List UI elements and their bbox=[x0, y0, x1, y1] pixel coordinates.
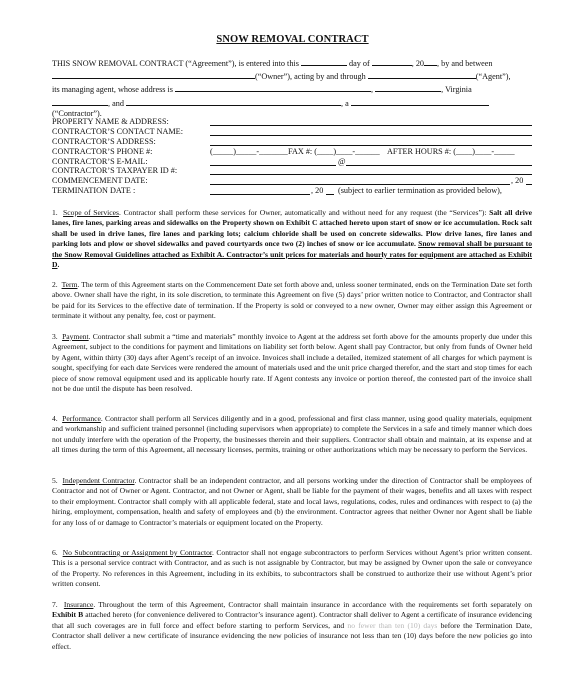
termination-note: (subject to earlier termination as provided below), bbox=[338, 186, 502, 196]
taxpayer-line[interactable] bbox=[210, 174, 532, 175]
section-payment bbox=[52, 332, 532, 394]
section-heading: Performance bbox=[62, 414, 101, 423]
section-number: 1. bbox=[52, 208, 58, 217]
section-bold-text: Salt all drive lanes, fire lanes, parking areas and sidewalks on the Property shown on Exhibit C attached hereto upon start of snow or ice accumulation. Rock salt shall be used in drive lanes, fire lanes and parking lots; calcium chloride shall be used on concrete sidewalks. Plow drive lanes, fire lanes and parking lots and plow or shovel sidewalks and paved courtyards once two (2) inches of snow or ice accumulate. bbox=[52, 208, 533, 249]
section-text: . bbox=[57, 260, 60, 270]
intro-text: (“Contractor”). bbox=[52, 108, 102, 118]
intro-row-1 bbox=[52, 57, 532, 70]
property-line[interactable] bbox=[210, 125, 532, 126]
after-hours-blank[interactable]: AFTER HOURS #: (____)____-_____ bbox=[387, 146, 515, 156]
field-label: CONTRACTOR’S E-MAIL: bbox=[52, 156, 148, 166]
section-heading: Independent Contractor bbox=[62, 476, 135, 485]
email-user-line[interactable] bbox=[210, 165, 336, 166]
section-number: 6. bbox=[52, 548, 58, 557]
intro-text: (“Owner”), acting by and through bbox=[255, 72, 366, 82]
section-no-subcontracting bbox=[52, 548, 532, 590]
intro-text: , and bbox=[108, 98, 124, 108]
zip-blank bbox=[52, 97, 108, 106]
intro-text: THIS SNOW REMOVAL CONTRACT (“Agreement”), is entered into this bbox=[52, 59, 299, 68]
termination-year: , 20 bbox=[311, 186, 324, 196]
section-heading: No Subcontracting or Assignment by Contractor bbox=[62, 548, 212, 557]
email-domain-line[interactable] bbox=[346, 165, 532, 166]
contact-name-line[interactable] bbox=[210, 135, 532, 136]
field-address bbox=[52, 137, 532, 147]
section-text: . The term of this Agreement starts on the Commencement Date set forth above and, unless sooner terminated, ends on the Termination Date set forth above. Owner shall have the right, in its sole discretion, to terminate this Agreement on five (5) days’ prior written notice to Contractor, and Contractor shall be paid for its Services to the effective date of termination. If the Property is sold or conveyed to a new owner, Owner may either assign this Agreement or terminate it without any penalty, fee, cost or payment. bbox=[52, 280, 533, 321]
address-line[interactable] bbox=[210, 145, 532, 146]
commencement-year-line[interactable] bbox=[526, 184, 532, 185]
field-phone bbox=[52, 147, 532, 157]
intro-row-4 bbox=[52, 97, 532, 110]
section-text: . Throughout the term of this Agreement, Contractor shall maintain insurance in accordance with the requirements set forth separately on bbox=[93, 600, 532, 609]
intro-text: , Virginia bbox=[441, 85, 472, 95]
commencement-year: , 20 bbox=[511, 176, 524, 186]
agent-blank bbox=[368, 70, 476, 79]
field-taxpayer-id bbox=[52, 166, 532, 176]
intro-text: , bbox=[371, 85, 374, 95]
field-property bbox=[52, 117, 532, 127]
section-heading: Term bbox=[61, 280, 78, 289]
intro-text: , by and between bbox=[437, 59, 493, 68]
section-bold-underlined-text: Snow removal shall be pursuant to the Snow Removal Guidelines attached as Exhibit A. Contractor’s unit prices for materials and hourly rates for equipment are attached as Exhibit D bbox=[52, 239, 532, 270]
intro-text: its managing agent, whose address is bbox=[52, 85, 173, 95]
section-text: . Contractor shall not engage subcontractors to perform Services without Agent’s prior written consent. This is a personal service contract with Contractor, and as such is not assignable by Contractor, but may be assigned by Owner upon the sale or conveyance of the Property. No references in this Agreement, including in its exhibits, to subcontractors shall be construed to authorize their use without Agent’s prior written consent. bbox=[52, 548, 532, 589]
section-heading: Insurance bbox=[63, 600, 94, 609]
field-commencement bbox=[52, 176, 532, 186]
fax-blank[interactable]: FAX #: (____)____-______ bbox=[288, 146, 380, 156]
document-title: SNOW REMOVAL CONTRACT bbox=[216, 34, 369, 45]
section-term bbox=[52, 280, 532, 322]
field-email bbox=[52, 157, 532, 167]
intro-text: , a bbox=[340, 98, 349, 108]
intro-block bbox=[52, 57, 532, 120]
termination-year-line[interactable] bbox=[326, 194, 334, 195]
section-text: . Contractor shall submit a “time and materials” monthly invoice to Agent at the address set forth above for the amounts properly due under this Agreement, subject to the conditions for payment and limitations on liability set forth below. Agent shall pay Contractor, but only from funds of Owner held by Agent, within thirty (30) days after Agent’s receipt of an invoice. Invoices shall include a detailed, itemized statement of all charges for which payment is sought, specifying for each date Services were rendered the amount of materials used and the unit price charged therefor, and the start and stop times for each piece of snow removal equipment used and its applicable hourly rate. If Agent contests any invoice or portion thereof, the contested part of the invoice shall not be due until the dispute has been resolved. bbox=[52, 332, 533, 394]
section-scope-of-services bbox=[52, 208, 532, 270]
section-bold-text: Exhibit B bbox=[52, 610, 84, 620]
section-insurance bbox=[52, 600, 532, 652]
section-independent-contractor bbox=[52, 476, 532, 528]
owner-blank bbox=[52, 70, 255, 79]
month-blank bbox=[372, 57, 412, 66]
section-number: 5. bbox=[52, 476, 58, 485]
section-text: before the Termination Date, Contractor shall deliver a new certificate of insurance evidencing the new policies of insurance not less than ten (10) days before the new policies go into effect. bbox=[52, 620, 533, 651]
field-label: CONTRACTOR’S ADDRESS: bbox=[52, 136, 156, 146]
field-label: TERMINATION DATE : bbox=[52, 186, 136, 196]
section-text: . Contractor shall perform all Services diligently and in a good, professional and first class manner, using good quality materials, equipment and workmanship and sufficient trained personnel (including supervisors when appropriate) to complete the Services in a safe and timely manner which does not unduly interfere with the operation of the Property, the businesses therein and their suppliers. Contractor shall obtain and maintain, at its expense and at all times during the term of this Agreement, all necessary licenses, permits, training or other authorizations which may be necessary to perform the Services. bbox=[52, 414, 532, 455]
field-label: CONTRACTOR’S TAXPAYER ID #: bbox=[52, 166, 178, 176]
contractor-blank bbox=[126, 97, 341, 106]
info-fields bbox=[52, 117, 532, 196]
intro-text: (“Agent”), bbox=[475, 72, 511, 82]
section-faint-text: no fewer than ten (10) days bbox=[347, 620, 438, 630]
agent-address-blank bbox=[175, 83, 374, 95]
field-termination bbox=[52, 186, 532, 196]
commencement-line[interactable] bbox=[210, 184, 510, 185]
section-text: attached hereto (for convenience delivered to Contractor’s insurance agent). Contractor shall deliver to Agent a certificate of insurance evidencing that all such coverages are in full force and effect before starting to perform Services, and bbox=[52, 610, 532, 630]
field-label: CONTRACTOR’S PHONE #: bbox=[52, 146, 153, 156]
section-number: 4. bbox=[52, 414, 58, 423]
section-heading: Scope of Services bbox=[63, 208, 119, 217]
phone-blank[interactable]: (_____)_____-_______ bbox=[210, 146, 288, 156]
entity-type-blank bbox=[351, 97, 489, 106]
intro-row-2 bbox=[52, 70, 532, 83]
section-number: 3. bbox=[52, 332, 58, 341]
field-label: COMMENCEMENT DATE: bbox=[52, 176, 148, 186]
field-label: PROPERTY NAME & ADDRESS: bbox=[52, 117, 169, 126]
intro-row-3 bbox=[52, 83, 532, 96]
year-blank bbox=[424, 57, 437, 66]
section-number: 7. bbox=[52, 600, 58, 609]
email-at-sign: @ bbox=[338, 156, 346, 166]
field-label: CONTRACTOR’S CONTACT NAME: bbox=[52, 126, 183, 136]
section-performance bbox=[52, 414, 532, 456]
city-blank bbox=[375, 83, 441, 92]
intro-text: day of bbox=[348, 59, 370, 68]
field-contact-name bbox=[52, 127, 532, 137]
section-number: 2. bbox=[52, 280, 58, 289]
termination-line[interactable] bbox=[210, 194, 310, 195]
day-blank bbox=[301, 57, 347, 66]
section-heading: Payment bbox=[62, 332, 89, 341]
section-text: . Contractor shall be an independent contractor, and all persons working under the direction of Contractor shall be employees of Contractor and not of Owner or Agent. Contractor, and not Owner or Agent, shall be liable for the payment of their wages, benefits and all taxes with respect to their employment. Contractor shall comply with all applicable federal, state and local laws, regulations, codes, rules and ordinances with respect to (a) the hiring, employment, compensation, health and safety of employees and (b) the environment. Contractor agrees that neither Owner nor Agent shall be liable for any loss of or damage to Contractor’s materials or equipment located on the Property. bbox=[52, 476, 533, 527]
section-text: . Contractor shall perform these services for Owner, automatically and without need for any request (the “Services”): bbox=[119, 208, 487, 217]
intro-text: , 20 bbox=[411, 59, 425, 68]
